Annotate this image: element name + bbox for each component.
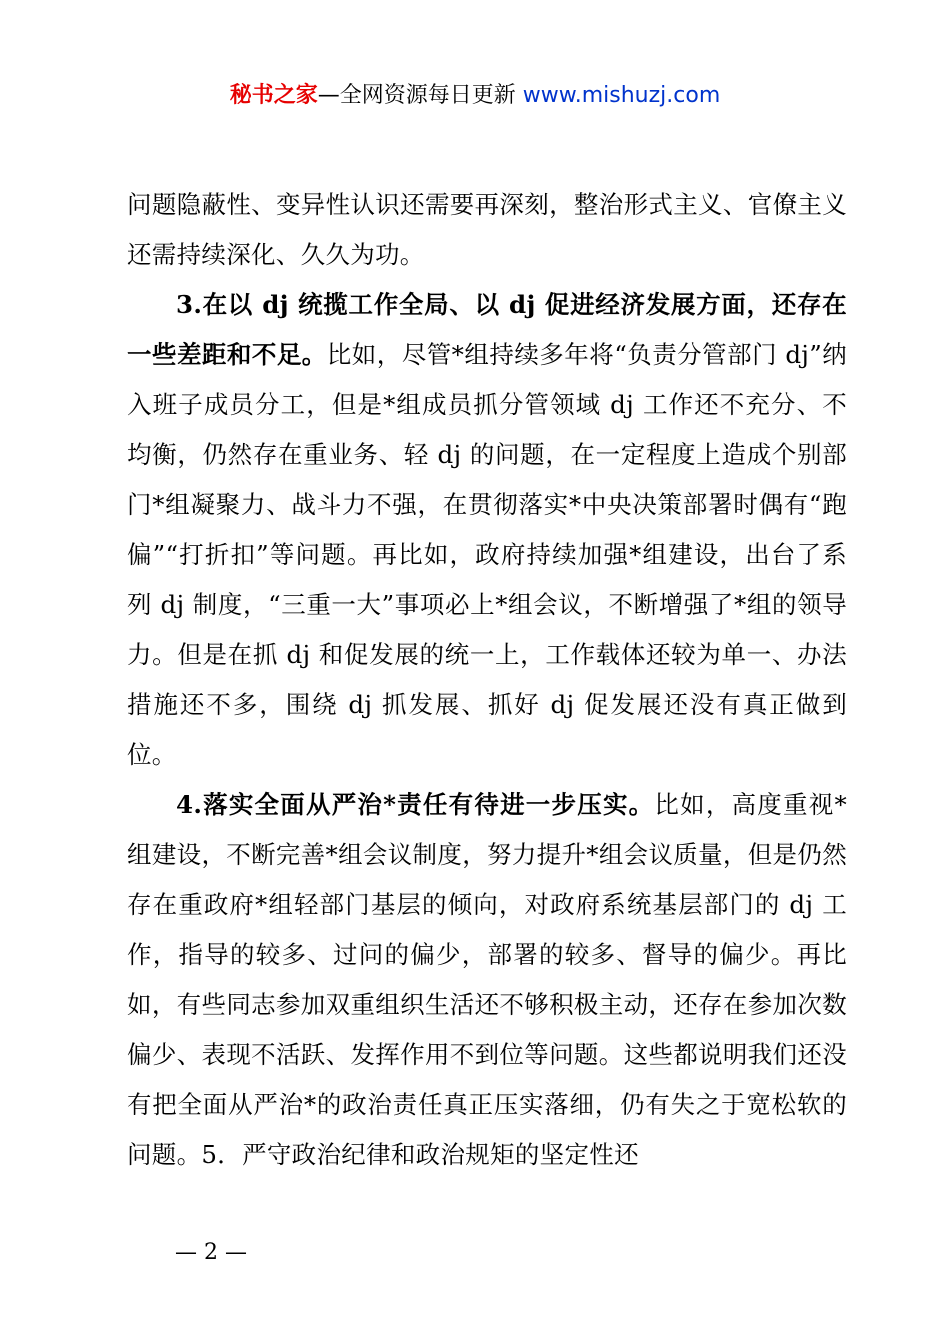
paragraph-text: 问题隐蔽性、变异性认识还需要再深刻，整治形式主义、官僚主义还需持续深化、久久为功。 [127,190,847,269]
paragraph-heading: 4.落实全面从严治*责任有待进一步压实。 [176,790,655,819]
paragraph-item-4 [127,780,847,1180]
paragraph-text: 比如，尽管*组持续多年将“负责分管部门 dj”纳入班子成员分工，但是*组成员抓分管领域 dj 工作还不充分、不均衡，仍然存在重业务、轻 dj 的问题，在一定程度上造成个别部门*组凝聚力、战斗力不强，在贯彻落实*中央决策部署时偶有“跑偏”“打折扣”等问题。再比如，政府持续加强*组建设，出台了系列 dj 制度，“三重一大”事项必上*组会议，不断增强了*组的领导力。但是在抓 dj 和促发展的统一上，工作载体还较为单一、办法措施还不多，围绕 dj 抓发展、抓好 dj 促发展还没有真正做到位。 [127,340,847,769]
paragraph-text: 比如，高度重视*组建设，不断完善*组会议制度，努力提升*组会议质量，但是仍然存在重政府*组轻部门基层的倾向，对政府系统基层部门的 dj 工作，指导的较多、过问的偏少，部署的较多、督导的偏少。再比如，有些同志参加双重组织生活还不够积极主动，还存在参加次数偏少、表现不活跃、发挥作用不到位等问题。这些都说明我们还没有把全面从严治*的政治责任真正压实落细，仍有失之于宽松软的问题。5．严守政治纪律和政治规矩的坚定性还 [127,790,848,1169]
paragraph-heading: 3.在以 dj 统揽工作全局、以 dj 促进经济发展方面，还存在一些差距和不足。 [127,290,847,369]
document-body [127,180,847,1180]
paragraph-item-3 [127,280,847,780]
site-tagline: —全网资源每日更新 [317,83,523,108]
site-brand: 秘书之家 [229,83,318,108]
site-url-link[interactable]: www.mishuzj.com [522,83,721,108]
paragraph-continuation [127,180,847,280]
page-number: — 2 — [175,1240,247,1265]
site-header [0,78,950,114]
